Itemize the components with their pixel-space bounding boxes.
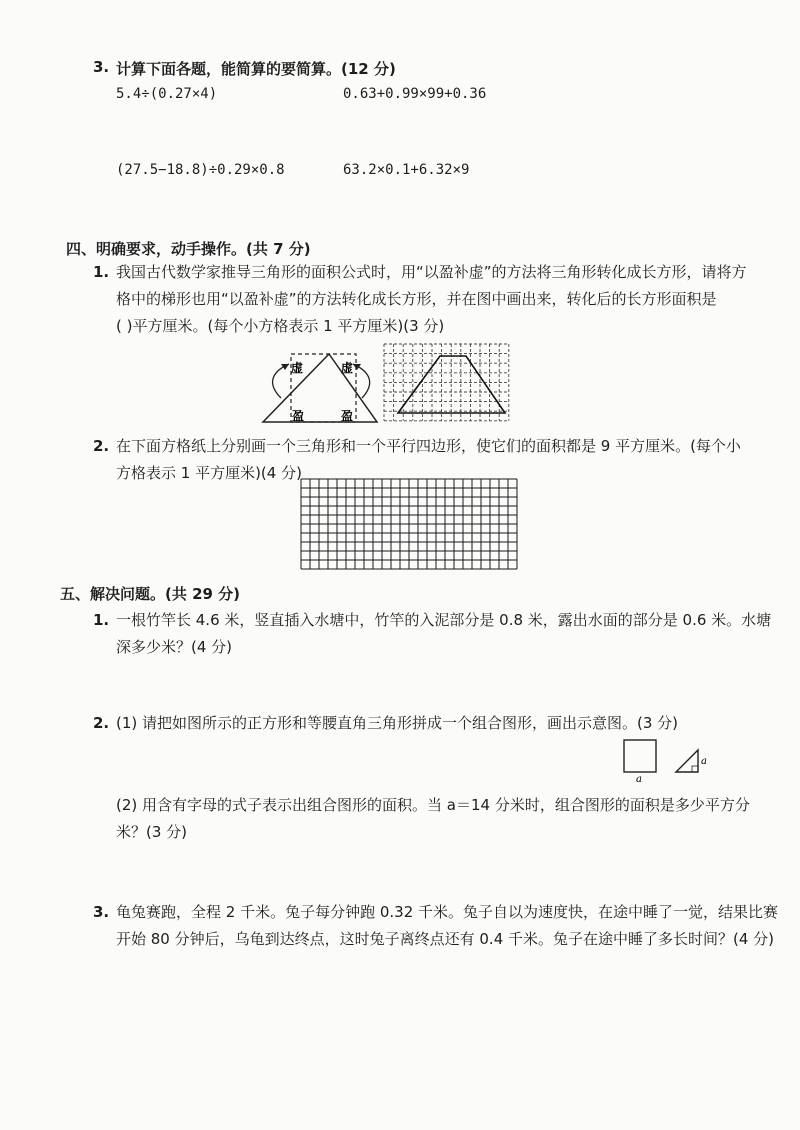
- section-5-heading: 五、解决问题。(共 29 分): [60, 585, 241, 603]
- sec5-q2-part-1: (1) 请把如图所示的正方形和等腰直角三角形拼成一个组合图形，画出示意图。(3 分): [116, 714, 679, 732]
- sec4-q2-number: 2.: [93, 437, 110, 455]
- sec4-q1-line-3: ( )平方厘米。(每个小方格表示 1 平方厘米)(3 分): [116, 317, 445, 335]
- sec5-q3-number: 3.: [93, 903, 110, 921]
- triangle-side-label: a: [701, 756, 707, 767]
- sec4-q1-line-1: 我国古代数学家推导三角形的面积公式时，用“以盈补虚”的方法将三角形转化成长方形，请将方: [116, 263, 747, 281]
- graph-paper-grid: [300, 478, 522, 570]
- sec5-q2-part-2-line-1: (2) 用含有字母的式子表示出组合图形的面积。当 a＝14 分米时，组合图形的面积是多少平方分: [116, 796, 750, 814]
- sec4-q2-line-1: 在下面方格纸上分别画一个三角形和一个平行四边形，使它们的面积都是 9 平方厘米。(每个小: [116, 437, 741, 455]
- sec5-q1-number: 1.: [93, 611, 110, 629]
- sec5-q1-line-1: 一根竹竿长 4.6 米，竖直插入水塘中，竹竿的入泥部分是 0.8 米，露出水面的部分是 0.6 米。水塘: [116, 611, 772, 629]
- expr-2: 0.63+0.99×99+0.36: [343, 86, 487, 102]
- expr-1: 5.4÷(0.27×4): [116, 86, 218, 102]
- triangle-transform-figure: [255, 350, 385, 430]
- trapezoid-grid-figure: [383, 343, 515, 423]
- section-4-heading: 四、明确要求，动手操作。(共 7 分): [66, 240, 311, 258]
- q3-title: 计算下面各题，能简算的要简算。(12 分): [116, 60, 396, 78]
- ying-label-right: 盈: [341, 409, 354, 423]
- expr-4: 63.2×0.1+6.32×9: [343, 162, 470, 178]
- sec5-q1-line-2: 深多少米？(4 分): [116, 638, 233, 656]
- expr-3: (27.5−18.8)÷0.29×0.8: [116, 162, 285, 178]
- q3-number: 3.: [93, 58, 110, 76]
- sec5-q2-part-2-line-2: 米？(3 分): [116, 823, 188, 841]
- sec4-q2-line-2: 方格表示 1 平方厘米)(4 分): [116, 464, 302, 482]
- sec5-q3-line-2: 开始 80 分钟后，乌龟到达终点，这时兔子离终点还有 0.4 千米。兔子在途中睡了多长时间？(4 分): [116, 930, 775, 948]
- sec4-q1-number: 1.: [93, 263, 110, 281]
- square-side-label: a: [636, 774, 642, 785]
- xu-label-left: 虚: [291, 361, 304, 375]
- square-triangle-figure: [622, 738, 712, 784]
- sec4-q1-line-2: 格中的梯形也用“以盈补虚”的方法转化成长方形，并在图中画出来，转化后的长方形面积是: [116, 290, 717, 308]
- sec5-q3-line-1: 龟兔赛跑，全程 2 千米。兔子每分钟跑 0.32 千米。兔子自以为速度快，在途中睡了一觉，结果比赛: [116, 903, 779, 921]
- sec5-q2-number: 2.: [93, 714, 110, 732]
- xu-label-right: 虚: [341, 361, 354, 375]
- ying-label-left: 盈: [292, 409, 305, 423]
